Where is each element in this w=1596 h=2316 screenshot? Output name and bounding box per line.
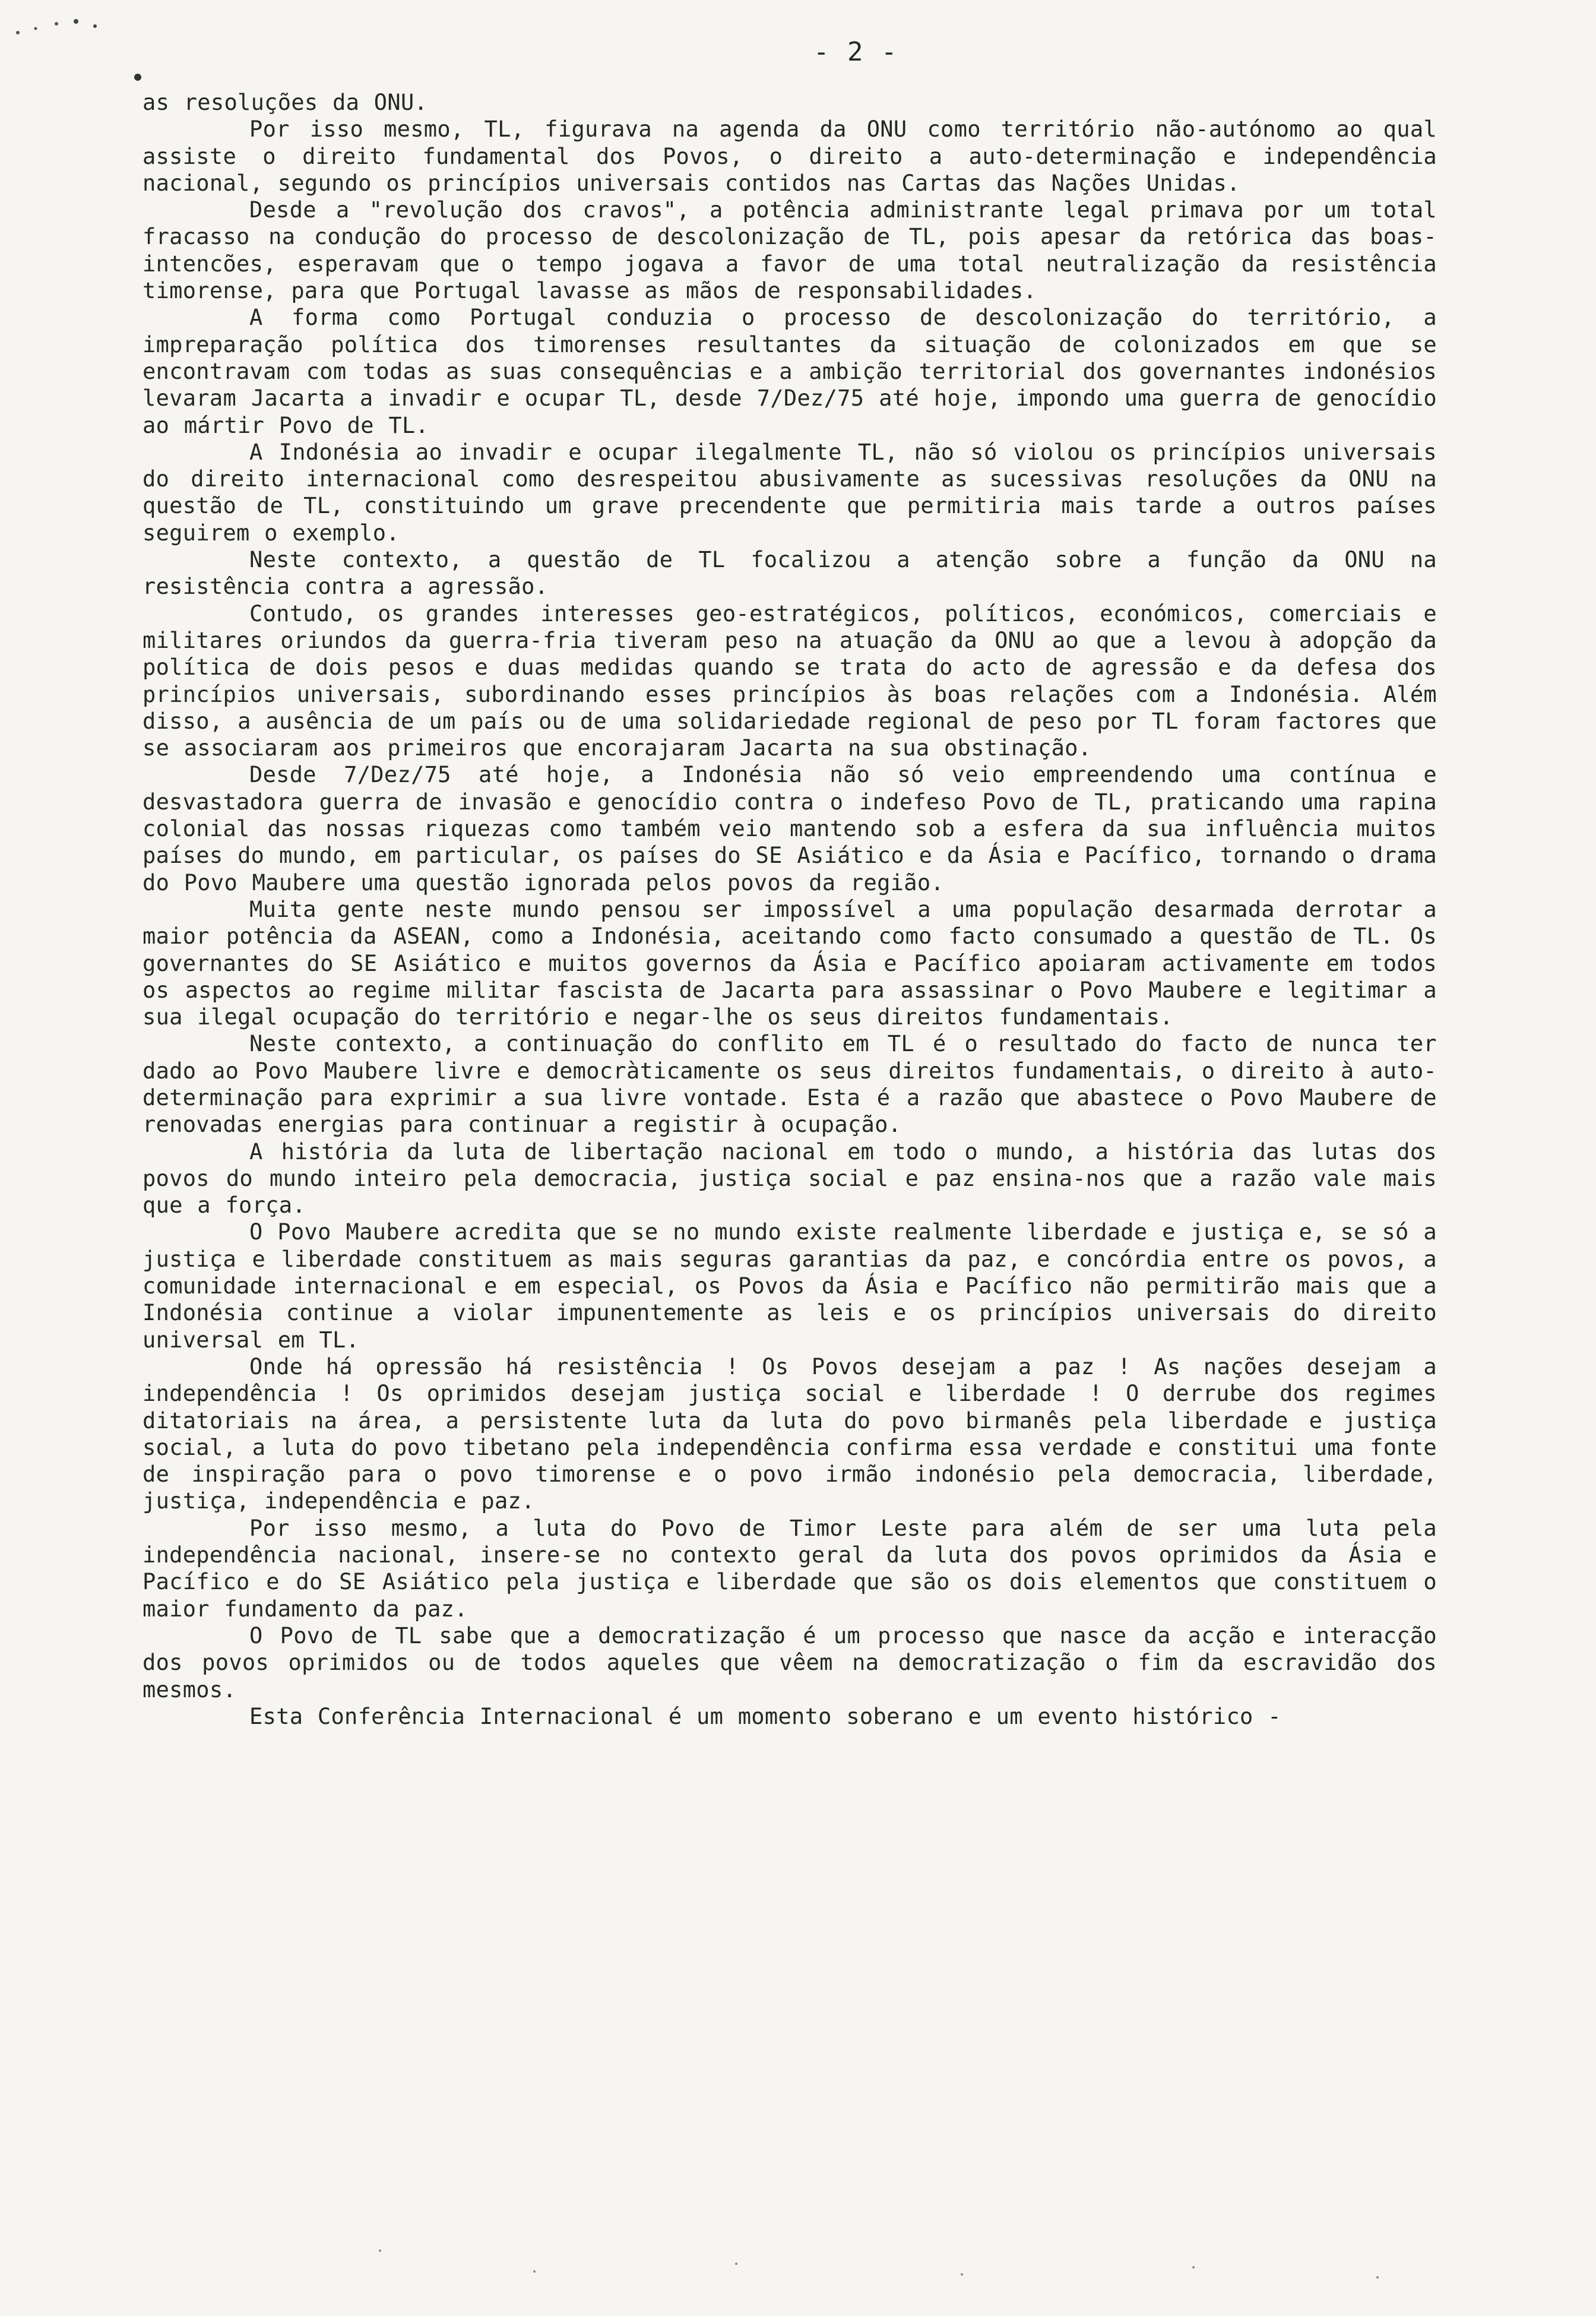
paragraph: Onde há opressão há resistência ! Os Povos desejam a paz ! As nações desejam a independência ! Os oprimidos desejam justiça social e liberdade ! O derrube dos regimes ditatoriais na área, a persistente luta da luta do povo birmanês pela liberdade e justiça social, a luta do povo tibetano pela independência confirma essa verdade e constitui uma fonte de inspiração para o povo timorense e o povo irmão indonésio pela democracia, liberdade, justiça, independência e paz. [142,1353,1437,1514]
page-number: - 2 - [813,37,898,67]
paragraph: as resoluções da ONU. [142,90,428,115]
paragraph: Desde a "revolução dos cravos", a potência administrante legal primava por um total fracasso na condução do processo de descolonização de TL, pois apesar da retórica das boas-intencões, esperavam que o tempo jogava a favor de uma total neutralização da resistência timorense, para que Portugal lavasse as mãos de responsabilidades. [142,197,1437,304]
scan-speck [93,24,97,28]
document-body [142,89,1437,1730]
paragraph: A Indonésia ao invadir e ocupar ilegalmente TL, não só violou os princípios universais do direito internacional como desrespeitou abusivamente as sucessivas resoluções da ONU na questão de TL, constituindo um grave precendente que permitiria mais tarde a outros países seguirem o exemplo. [142,439,1437,546]
scan-speck [55,22,58,26]
scan-speck [1376,2276,1379,2279]
scan-speck [134,74,141,81]
paragraph: Muita gente neste mundo pensou ser impossível a uma população desarmada derrotar a maior potência da ASEAN, como a Indonésia, aceitando como facto consumado a questão de TL. Os governantes do SE Asiático e muitos governos da Ásia e Pacífico apoiaram activamente em todos os aspectos ao regime militar fascista de Jacarta para assassinar o Povo Maubere e legitimar a sua ilegal ocupação do território e negar-lhe os seus direitos fundamentais. [142,896,1437,1030]
scan-speck [1192,2266,1195,2268]
paragraph: O Povo Maubere acredita que se no mundo existe realmente liberdade e justiça e, se só a justiça e liberdade constituem as mais seguras garantias da paz, e concórdia entre os povos, a comunidade internacional e em especial, os Povos da Ásia e Pacífico não permitirão mais que a Indonésia continue a violar impunentemente as leis e os princípios universais do direito universal em TL. [142,1219,1437,1353]
paragraph: Desde 7/Dez/75 até hoje, a Indonésia não só veio empreendendo uma contínua e desvastadora guerra de invasão e genocídio contra o indefeso Povo de TL, praticando uma rapina colonial das nossas riquezas como também veio mantendo sob a esfera da sua influência muitos países do mundo, em particular, os países do SE Asiático e da Ásia e Pacífico, tornando o drama do Povo Maubere uma questão ignorada pelos povos da região. [142,762,1437,896]
scan-speck [16,31,20,34]
paragraph: Esta Conferência Internacional é um momento soberano e um evento histórico - [249,1703,1281,1729]
paragraph: O Povo de TL sabe que a democratização é um processo que nasce da acção e interacção dos povos oprimidos ou de todos aqueles que vêem na democratização o fim da escravidão dos mesmos. [142,1622,1437,1703]
paragraph: Por isso mesmo, a luta do Povo de Timor Leste para além de ser uma luta pela independência nacional, insere-se no contexto geral da luta dos povos oprimidos da Ásia e Pacífico e do SE Asiático pela justiça e liberdade que são os dois elementos que constituem o maior fundamento da paz. [142,1515,1437,1622]
paragraph: Neste contexto, a questão de TL focalizou a atenção sobre a função da ONU na resistência contra a agressão. [142,547,1437,600]
scan-speck [533,2270,536,2273]
scan-speck [961,2273,963,2276]
paragraph: Contudo, os grandes interesses geo-estratégicos, políticos, económicos, comerciais e militares oriundos da guerra-fria tiveram peso na atuação da ONU ao que a levou à adopção da política de dois pesos e duas medidas quando se trata do acto de agressão e da defesa dos princípios universais, subordinando esses princípios às boas relações com a Indonésia. Além disso, a ausência de um país ou de uma solidariedade regional de peso por TL foram factores que se associaram aos primeiros que encorajaram Jacarta na sua obstinação. [142,600,1437,761]
scan-speck [735,2263,737,2265]
paragraph: Por isso mesmo, TL, figurava na agenda da ONU como território não-autónomo ao qual assiste o direito fundamental dos Povos, o direito a auto-determinação e independência nacional, segundo os princípios universais contidos nas Cartas das Nações Unidas. [142,116,1437,196]
scan-speck [34,27,37,30]
scan-speck [74,19,78,24]
paragraph: A história da luta de libertação nacional em todo o mundo, a história das lutas dos povos do mundo inteiro pela democracia, justiça social e paz ensina-nos que a razão vale mais que a força. [142,1138,1437,1219]
paragraph: Neste contexto, a continuação do conflito em TL é o resultado do facto de nunca ter dado ao Povo Maubere livre e democràticamente os seus direitos fundamentais, o direito à auto-determinação para exprimir a sua livre vontade. Esta é a razão que abastece o Povo Maubere de renovadas energias para continuar a registir à ocupação. [142,1031,1437,1138]
paragraph: A forma como Portugal conduzia o processo de descolonização do território, a impreparação política dos timorenses resultantes da situação de colonizados em que se encontravam com todas as suas consequências e a ambição territorial dos governantes indonésios levaram Jacarta a invadir e ocupar TL, desde 7/Dez/75 até hoje, impondo uma guerra de genocídio ao mártir Povo de TL. [142,305,1437,438]
scan-speck [379,2249,381,2252]
